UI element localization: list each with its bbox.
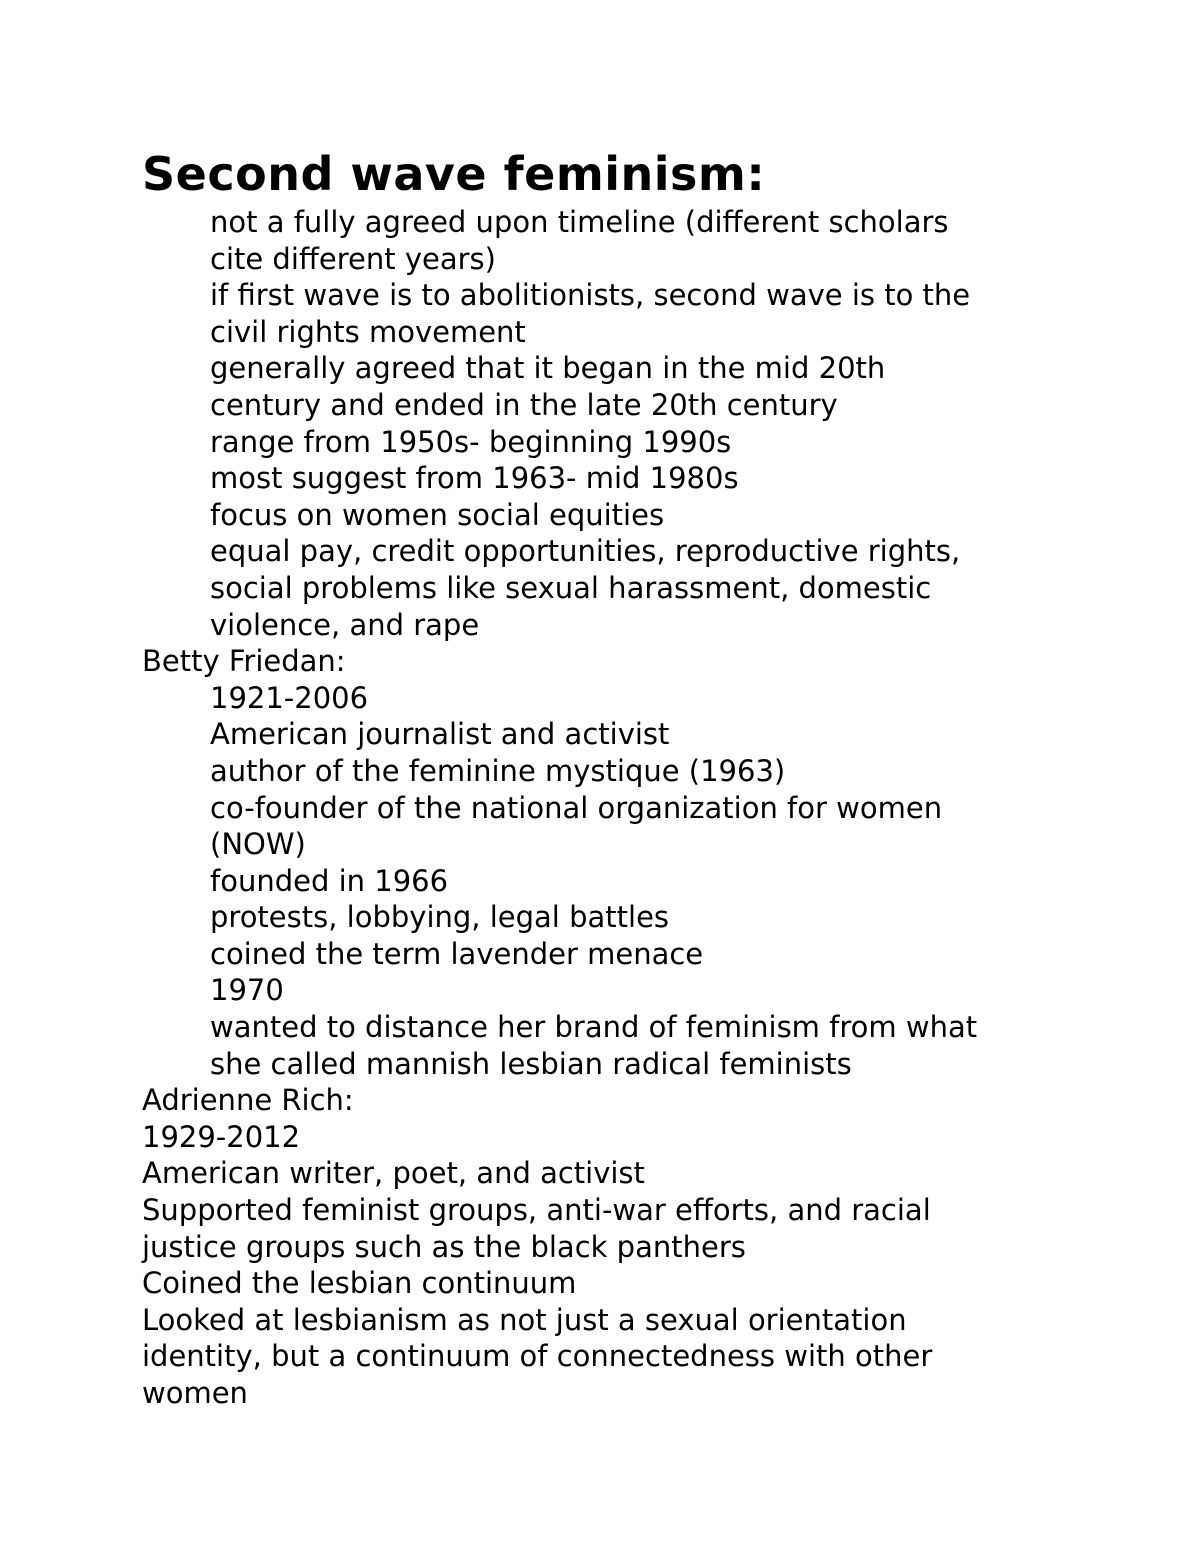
friedan-line: coined the term lavender menace	[210, 936, 704, 971]
intro-line: century and ended in the late 20th century	[210, 387, 838, 422]
rich-line: justice groups such as the black panthers	[142, 1229, 746, 1264]
document-title: Second wave feminism:	[142, 147, 766, 201]
rich-line: Looked at lesbianism as not just a sexual orientation	[142, 1302, 907, 1337]
intro-line: not a fully agreed upon timeline (different scholars	[210, 205, 949, 239]
intro-line: civil rights movement	[210, 314, 526, 349]
rich-section	[142, 1082, 1062, 1411]
friedan-line: (NOW)	[210, 827, 306, 862]
friedan-line: American journalist and activist	[210, 717, 670, 752]
friedan-heading: Betty Friedan:	[142, 644, 346, 679]
rich-line: identity, but a continuum of connectedness with other	[142, 1339, 933, 1374]
friedan-line: she called mannish lesbian radical feminists	[210, 1046, 852, 1081]
document-body	[142, 144, 1062, 1412]
friedan-line: co-founder of the national organization for women	[210, 790, 943, 825]
friedan-line: 1970	[210, 973, 284, 1008]
friedan-line: author of the feminine mystique (1963)	[210, 753, 786, 788]
rich-heading: Adrienne Rich:	[142, 1083, 354, 1118]
intro-line: range from 1950s- beginning 1990s	[210, 424, 732, 459]
intro-line: cite different years)	[210, 241, 496, 276]
friedan-line: wanted to distance her brand of feminism from what	[210, 1010, 978, 1045]
friedan-line: 1921-2006	[210, 680, 369, 715]
intro-line: focus on women social equities	[210, 497, 665, 532]
intro-section	[142, 204, 1062, 643]
intro-line: generally agreed that it began in the mid 20th	[210, 351, 886, 386]
friedan-section	[142, 643, 1062, 1082]
rich-line: 1929-2012	[142, 1119, 301, 1154]
rich-line: Supported feminist groups, anti-war efforts, and racial	[142, 1193, 931, 1228]
friedan-line: founded in 1966	[210, 863, 449, 898]
intro-line: if first wave is to abolitionists, second wave is to the	[210, 278, 971, 313]
rich-line: American writer, poet, and activist	[142, 1156, 645, 1191]
intro-line: equal pay, credit opportunities, reproductive rights,	[210, 534, 961, 569]
intro-line: most suggest from 1963- mid 1980s	[210, 461, 739, 496]
intro-line: violence, and rape	[210, 607, 480, 642]
intro-line: social problems like sexual harassment, domestic	[210, 570, 932, 605]
rich-line: women	[142, 1376, 248, 1410]
friedan-line: protests, lobbying, legal battles	[210, 900, 670, 935]
rich-line: Coined the lesbian continuum	[142, 1266, 577, 1301]
